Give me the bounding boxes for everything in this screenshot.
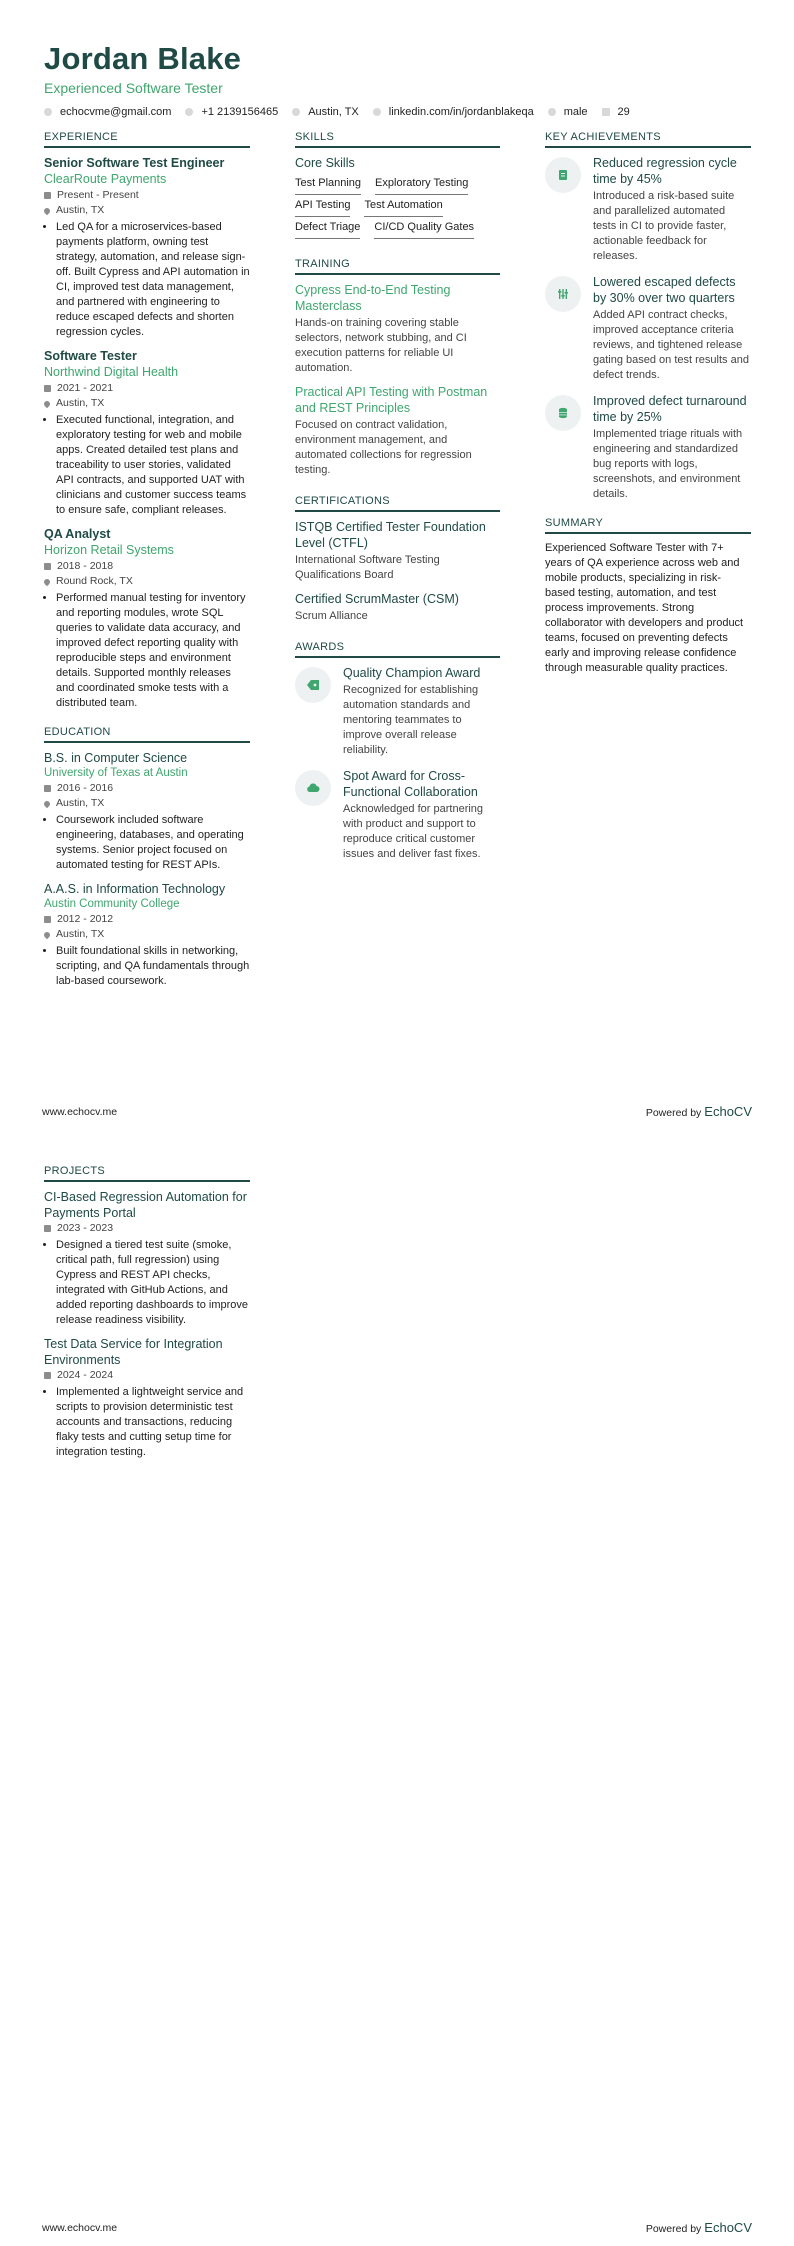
training-description: Focused on contract validation, environment management, and automated collections for regression testing. xyxy=(295,419,472,476)
skill-item: API Testing xyxy=(295,195,350,217)
location-text: Austin, TX xyxy=(308,106,359,118)
job-bullets xyxy=(44,220,250,340)
certification-entry xyxy=(295,519,500,583)
footer-site-link[interactable]: www.echocv.me xyxy=(42,1105,118,1118)
training-title: Practical API Testing with Postman and REST Principles xyxy=(295,385,488,415)
dates-text: 2012 - 2012 xyxy=(57,913,114,925)
powered-by xyxy=(646,1104,752,1119)
bullet-item: • Performed manual testing for inventory and reporting modules, wrote SQL queries to validate data accuracy, and improved defect reporting quality with reproducible steps and environment details. Supported monthly releases and coordinated smoke tests with a distributed team. xyxy=(56,591,250,711)
education-dates xyxy=(44,781,250,796)
job-location xyxy=(44,574,250,589)
skill-item: Exploratory Testing xyxy=(375,173,468,195)
skill-item: Test Planning xyxy=(295,173,361,195)
training-entry xyxy=(295,384,500,478)
contact-email[interactable] xyxy=(44,106,171,118)
certification-title: ISTQB Certified Tester Foundation Level (CTFL) xyxy=(295,520,486,550)
achievement-title: Reduced regression cycle time by 45% xyxy=(593,156,737,186)
dates-text: 2016 - 2016 xyxy=(57,782,114,794)
achievement-entry xyxy=(545,274,751,383)
award-entry xyxy=(295,768,500,862)
powered-by-label: Powered by xyxy=(645,2223,702,2235)
middle-column xyxy=(295,130,500,872)
right-column xyxy=(545,130,751,676)
school-name: Austin Community College xyxy=(44,898,180,910)
education-entry xyxy=(44,750,250,873)
tag-icon xyxy=(295,667,331,703)
job-location xyxy=(44,203,250,218)
brand-logo[interactable]: EchoCV xyxy=(704,2220,752,2235)
experience-entry xyxy=(44,526,250,711)
award-description: Acknowledged for partnering with product and support to reproduce critical customer issues and deliver fast fixes. xyxy=(343,803,484,860)
database-icon xyxy=(545,395,581,431)
bullet-item: • Coursework included software engineering, databases, and operating systems. Senior project focused on automated testing for REST APIs. xyxy=(56,813,250,873)
job-bullets xyxy=(44,413,250,518)
dates-text: 2021 - 2021 xyxy=(57,382,114,394)
achievement-description: Added API contract checks, improved acceptance criteria reviews, and tightened release gating based on test results and defect trends. xyxy=(593,309,749,381)
certification-issuer: International Software Testing Qualifications Board xyxy=(295,554,440,581)
achievement-description: Introduced a risk-based suite and parallelized automated tests in CI to provide faster, actionable feedback for releases. xyxy=(593,190,735,262)
skill-item: CI/CD Quality Gates xyxy=(374,217,474,239)
bullet-item: • Designed a tiered test suite (smoke, critical path, full regression) using Cypress and REST API checks, integrated with GitHub Actions, and added reporting dashboards to improve release readiness visibility. xyxy=(56,1238,250,1328)
project-bullets xyxy=(44,1385,250,1460)
calendar-icon xyxy=(602,108,610,116)
age-text: 29 xyxy=(617,106,630,118)
bullet-item: • Implemented a lightweight service and scripts to provision deterministic test accounts and transactions, reducing flaky tests and cutting setup time for integration testing. xyxy=(56,1385,250,1460)
brand-logo[interactable]: EchoCV xyxy=(704,1104,752,1119)
location-pin-icon xyxy=(43,930,51,938)
calendar-icon xyxy=(44,192,51,199)
resume-header xyxy=(44,40,754,118)
project-bullets xyxy=(44,1238,250,1328)
certification-entry xyxy=(295,591,500,624)
dates-text: Present - Present xyxy=(57,189,139,201)
resume-page-2 xyxy=(0,1140,794,2246)
training-title: Cypress End-to-End Testing Masterclass xyxy=(295,283,451,313)
achievement-entry xyxy=(545,155,751,264)
experience-heading: EXPERIENCE xyxy=(44,130,250,148)
certification-title: Certified ScrumMaster (CSM) xyxy=(295,592,459,606)
education-bullets xyxy=(44,944,250,989)
calendar-icon xyxy=(44,785,51,792)
award-entry xyxy=(295,665,500,758)
candidate-name: Jordan Blake xyxy=(44,41,242,76)
job-location xyxy=(44,396,250,411)
contact-bar xyxy=(44,106,754,118)
education-bullets xyxy=(44,813,250,873)
contact-phone[interactable] xyxy=(185,106,278,118)
location-text: Austin, TX xyxy=(56,797,105,809)
location-pin-icon xyxy=(43,399,51,407)
projects-heading: PROJECTS xyxy=(44,1164,250,1182)
achievement-title: Lowered escaped defects by 30% over two quarters xyxy=(593,275,736,305)
skills-group-title: Core Skills xyxy=(295,156,355,170)
calendar-icon xyxy=(44,916,51,923)
job-title: Senior Software Test Engineer xyxy=(44,156,225,170)
left-column xyxy=(44,130,250,997)
project-title: Test Data Service for Integration Environments xyxy=(44,1337,223,1367)
achievement-title: Improved defect turnaround time by 25% xyxy=(593,394,747,424)
skill-item: Defect Triage xyxy=(295,217,360,239)
awards-heading: AWARDS xyxy=(295,640,500,658)
training-description: Hands-on training covering stable selectors, network stubbing, and CI execution patterns for reliable UI automation. xyxy=(295,317,467,374)
location-text: Austin, TX xyxy=(56,928,105,940)
job-bullets xyxy=(44,591,250,711)
achievement-description: Implemented triage rituals with engineering and standardized bug reports with logs, screenshots, and environment details. xyxy=(593,428,743,500)
job-dates xyxy=(44,559,250,574)
school-name: University of Texas at Austin xyxy=(44,767,188,779)
company-name: Horizon Retail Systems xyxy=(44,543,174,557)
experience-entry xyxy=(44,155,250,340)
phone-text: +1 2139156465 xyxy=(201,106,279,118)
powered-by-label: Powered by xyxy=(645,1107,702,1119)
job-dates xyxy=(44,381,250,396)
email-icon xyxy=(44,108,52,116)
location-text: Austin, TX xyxy=(56,204,105,216)
phone-icon xyxy=(185,108,193,116)
email-text: echocvme@gmail.com xyxy=(60,106,172,118)
achievements-heading: KEY ACHIEVEMENTS xyxy=(545,130,751,148)
bullet-item: • Executed functional, integration, and exploratory testing for web and mobile apps. Created detailed test plans and traceability to user stories, validated API contracts, and supported UAT with clinicians and customer success teams to ensure safe, compliant releases. xyxy=(56,413,250,518)
calendar-icon xyxy=(44,385,51,392)
project-entry xyxy=(44,1336,250,1460)
experience-entry xyxy=(44,348,250,518)
person-icon xyxy=(548,108,556,116)
page-footer xyxy=(42,1104,752,1119)
candidate-title: Experienced Software Tester xyxy=(44,80,223,96)
dates-text: 2018 - 2018 xyxy=(57,560,114,572)
dates-text: 2024 - 2024 xyxy=(57,1369,114,1381)
cloud-icon xyxy=(295,770,331,806)
award-title: Quality Champion Award xyxy=(343,666,481,680)
company-name: Northwind Digital Health xyxy=(44,365,179,379)
link-icon xyxy=(373,108,381,116)
contact-location xyxy=(292,106,359,118)
linkedin-text: linkedin.com/in/jordanblakeqa xyxy=(388,106,534,118)
calendar-icon xyxy=(44,1372,51,1379)
contact-gender xyxy=(548,106,588,118)
degree-title: B.S. in Computer Science xyxy=(44,751,188,765)
certifications-heading: CERTIFICATIONS xyxy=(295,494,500,512)
company-name: ClearRoute Payments xyxy=(44,172,167,186)
bullet-item: • Led QA for a microservices-based payments platform, owning test strategy, automation, and release sign-off. Built Cypress and API automation in CI, improved test data management, and partnered with engineering to reduce escaped defects and shorten regression cycles. xyxy=(56,220,250,340)
bullet-item: • Built foundational skills in networking, scripting, and QA fundamentals through lab-based coursework. xyxy=(56,944,250,989)
award-title: Spot Award for Cross-Functional Collaboration xyxy=(343,769,478,799)
education-location xyxy=(44,796,250,811)
degree-title: A.A.S. in Information Technology xyxy=(44,882,226,896)
skills-heading: SKILLS xyxy=(295,130,500,148)
footer-site-link[interactable]: www.echocv.me xyxy=(42,2221,118,2234)
calendar-icon xyxy=(44,1225,51,1232)
gender-text: male xyxy=(563,106,588,118)
education-location xyxy=(44,927,250,942)
summary-text: Experienced Software Tester with 7+ years of QA experience across web and mobile products, specializing in risk-based testing, automation, and test process improvements. Strong collaborator with developers and product teams, focused on preventing defects early and improving release confidence through measurable quality practices. xyxy=(545,542,744,674)
education-heading: EDUCATION xyxy=(44,725,250,743)
job-dates xyxy=(44,188,250,203)
powered-by xyxy=(646,2220,752,2235)
skills-list xyxy=(295,173,500,239)
award-description: Recognized for establishing automation standards and mentoring teammates to improve overall release reliability. xyxy=(343,684,479,756)
dates-text: 2023 - 2023 xyxy=(57,1222,114,1234)
location-pin-icon xyxy=(43,206,51,214)
job-title: Software Tester xyxy=(44,349,137,363)
job-title: QA Analyst xyxy=(44,527,111,541)
location-pin-icon xyxy=(43,799,51,807)
certification-issuer: Scrum Alliance xyxy=(295,610,368,622)
contact-linkedin[interactable] xyxy=(373,106,534,118)
project-dates xyxy=(44,1368,250,1383)
left-column xyxy=(44,1164,250,1468)
training-entry xyxy=(295,282,500,376)
document-icon xyxy=(545,157,581,193)
skill-item: Test Automation xyxy=(364,195,442,217)
location-text: Austin, TX xyxy=(56,397,105,409)
education-entry xyxy=(44,881,250,989)
education-dates xyxy=(44,912,250,927)
summary-heading: SUMMARY xyxy=(545,516,751,534)
contact-age xyxy=(602,106,630,118)
project-dates xyxy=(44,1221,250,1236)
project-entry xyxy=(44,1189,250,1328)
location-icon xyxy=(292,108,300,116)
location-text: Round Rock, TX xyxy=(56,575,133,587)
sliders-icon xyxy=(545,276,581,312)
calendar-icon xyxy=(44,563,51,570)
project-title: CI-Based Regression Automation for Payments Portal xyxy=(44,1190,247,1220)
location-pin-icon xyxy=(43,577,51,585)
training-heading: TRAINING xyxy=(295,257,500,275)
page-footer xyxy=(42,2220,752,2235)
achievement-entry xyxy=(545,393,751,502)
